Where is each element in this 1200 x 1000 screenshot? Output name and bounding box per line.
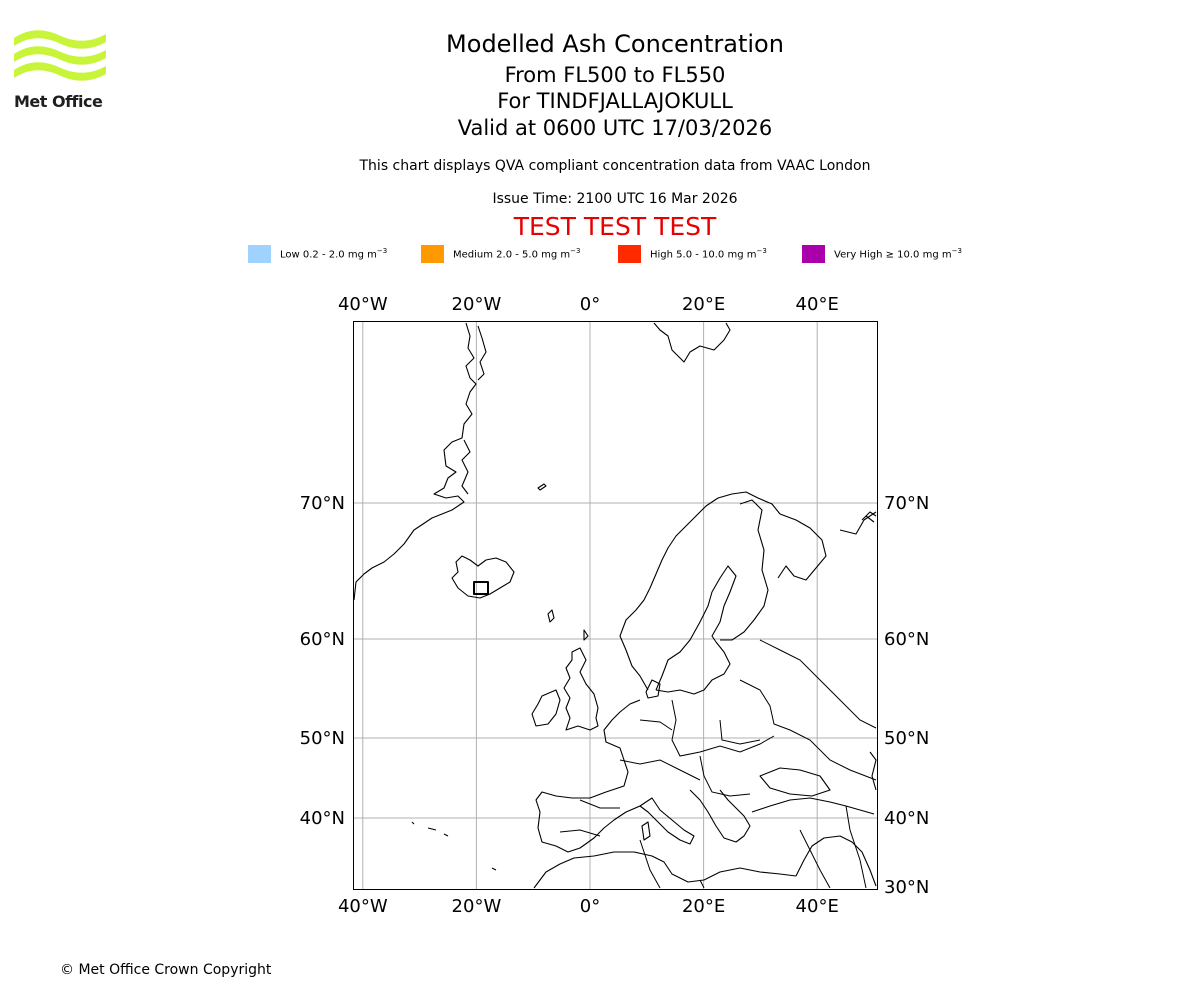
volcano-name: For TINDFJALLAJOKULL (497, 89, 733, 113)
lon-tick-label-bottom: 40°E (795, 896, 839, 917)
issue-time: Issue Time: 2100 UTC 16 Mar 2026 (492, 191, 738, 207)
denmark (646, 680, 660, 698)
logo-text: Met Office (14, 92, 103, 111)
turkey (752, 798, 874, 814)
svalbard-coast (654, 323, 730, 362)
lon-tick-label-top: 40°W (337, 294, 388, 315)
map-frame (354, 322, 878, 890)
lat-tick-label-left: 60°N (299, 629, 345, 650)
greenland-coast (354, 323, 476, 600)
lat-tick-label-left: 70°N (299, 493, 345, 514)
lon-tick-label-bottom: 20°W (451, 896, 502, 917)
valid-time: Valid at 0600 UTC 17/03/2026 (457, 116, 773, 140)
faroe-islands (548, 610, 554, 622)
copyright-notice: © Met Office Crown Copyright (60, 962, 272, 978)
lon-tick-label-top: 20°E (681, 294, 726, 315)
north-africa-coast (534, 852, 796, 888)
norway-coast (620, 492, 780, 690)
great-britain-coast (564, 648, 598, 730)
chart-description: This chart displays QVA compliant concentration data from VAAC London (359, 158, 871, 174)
baltic-coast (656, 642, 730, 694)
lat-tick-label-right: 70°N (884, 493, 930, 514)
sweden-finland (656, 566, 736, 690)
legend-label-very-high: Very High ≥ 10.0 mg $m^{-3}$ (834, 247, 962, 261)
kola-peninsula (778, 514, 826, 580)
jan-mayen (538, 484, 546, 490)
legend-label-high: High 5.0 - 10.0 mg $m^{-3}$ (650, 247, 767, 261)
azores (412, 822, 496, 870)
flight-level-range: From FL500 to FL550 (504, 63, 726, 87)
map-tick-labels (300, 294, 930, 917)
lat-tick-label-left: 40°N (299, 808, 345, 829)
map-gridlines (354, 322, 878, 890)
iceland-coast (452, 556, 514, 598)
lon-tick-label-top: 20°W (451, 294, 502, 315)
sardinia (642, 822, 650, 840)
test-banner: TEST TEST TEST (513, 212, 717, 241)
ireland-coast (532, 690, 560, 726)
legend-label-low: Low 0.2 - 2.0 mg $m^{-3}$ (280, 247, 388, 261)
white-sea-east (840, 512, 876, 534)
lon-tick-label-bottom: 40°W (337, 896, 388, 917)
lat-tick-label-right: 40°N (884, 808, 930, 829)
lon-tick-label-bottom: 0° (579, 896, 601, 917)
lat-tick-label-right: 50°N (884, 728, 930, 749)
black-sea (760, 768, 830, 796)
lat-tick-label-left: 50°N (299, 728, 345, 749)
coastlines (354, 323, 876, 888)
legend-label-medium: Medium 2.0 - 5.0 mg $m^{-3}$ (453, 247, 581, 261)
finland-east (720, 500, 768, 640)
greenland-fjord-2 (462, 440, 470, 494)
greenland-fjord (478, 326, 486, 380)
lon-tick-label-bottom: 20°E (681, 896, 726, 917)
chart-title: Modelled Ash Concentration (446, 30, 784, 58)
europe-west-coast (536, 700, 640, 852)
lat-tick-label-right: 30°N (884, 877, 930, 898)
lon-tick-label-top: 0° (579, 294, 601, 315)
lon-tick-label-top: 40°E (795, 294, 839, 315)
caspian-edge (870, 752, 876, 790)
lat-tick-label-right: 60°N (884, 629, 930, 650)
balkans (690, 790, 750, 842)
